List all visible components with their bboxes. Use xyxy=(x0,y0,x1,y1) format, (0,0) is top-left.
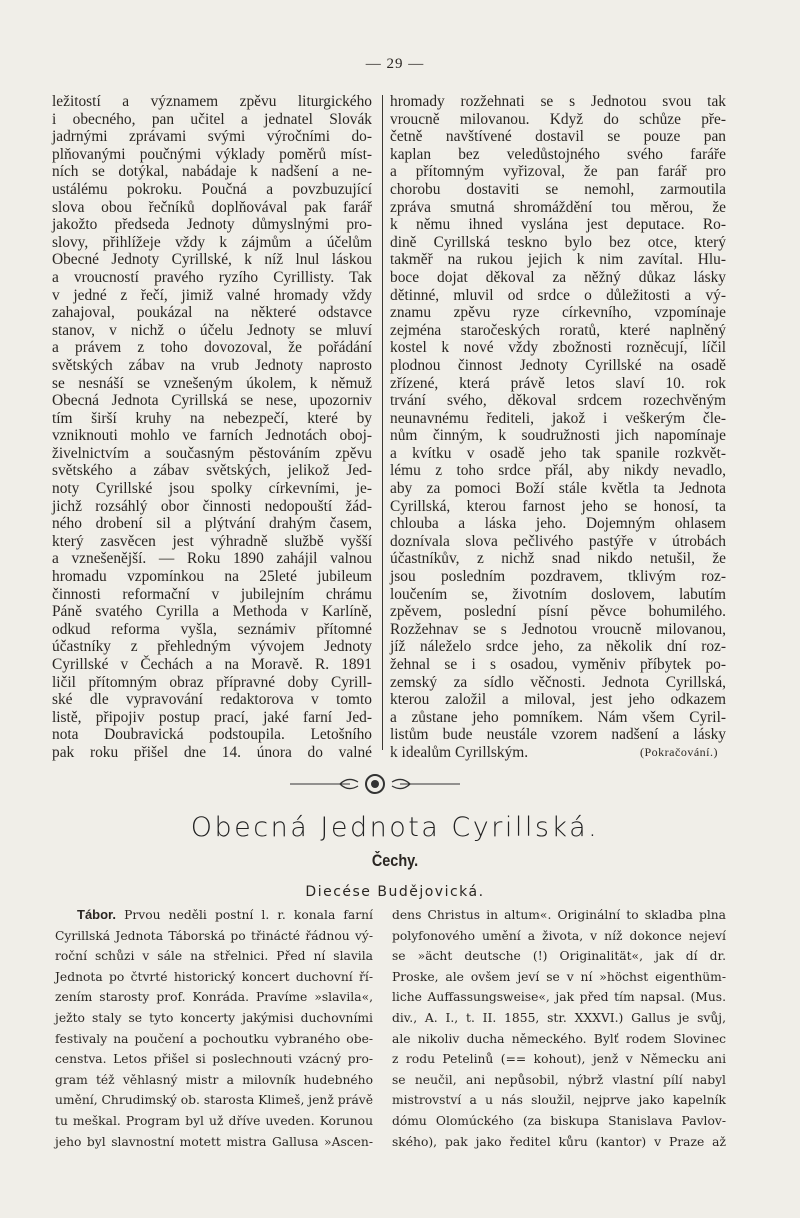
text-line: ského), pak jako ředitel kůru (kantor) v Praze až xyxy=(392,1134,726,1149)
article-column-left xyxy=(52,93,372,762)
text-line: takměř na rukou jejich k nim zavítal. Hlu- xyxy=(390,251,726,269)
text-line: dómu Olomúckého (za biskupa Stanislava Pavlov- xyxy=(392,1113,726,1128)
text-line: umění, Chrudimský ob. starosta Klimeš, jenž právě xyxy=(55,1093,374,1108)
text-line: jsou posledním pozdravem, tklivým roz- xyxy=(390,568,726,586)
text-line: Jednota po čtvrté historický koncert duchovní ří- xyxy=(55,969,373,984)
article-column-right xyxy=(390,93,726,762)
text-line: a právem z toho dovozoval, že pořádání xyxy=(52,339,372,357)
text-line: a přítomným vyřizoval, že pan farář pro xyxy=(390,163,726,181)
text-line: účastníky z přehledným vývojem Jednoty xyxy=(52,638,372,656)
text-line: k němu ihned vyslána jest deputace. Ro- xyxy=(390,216,726,234)
text-line: jíž náleželo srdce jeho, za několik dní roz- xyxy=(390,638,726,656)
text-line: jichž rozsáhlý obor činnosti nedopouští žád- xyxy=(52,497,372,515)
text-line: četně navštívené dostavil se pouze pan xyxy=(390,128,726,146)
text-line: dětinné, mluvil od srdce o důležitosti a vý- xyxy=(390,286,726,304)
text-line: v jedné z řečí, jimiž valné hromady vždy xyxy=(52,286,372,304)
text-line: ježto staly se tyto koncerty jakýmisi duchovními xyxy=(55,1010,373,1025)
text-line: činnosti reformační v jubilejním chrámu xyxy=(52,585,372,603)
text-line: odkud reforma vyšla, seznámiv přítomné xyxy=(52,620,372,638)
text-line: pak roku přišel dne 14. února do valné xyxy=(52,743,372,761)
text-line: dens Christus in altum«. Originální to skladba plna xyxy=(392,908,726,922)
text-line: Cyrillské v Čechách a na Moravě. R. 1891 xyxy=(52,656,372,673)
text-line: listě, připojiv postup prací, jaké farní Jed- xyxy=(52,708,372,726)
text-line: nota Doubravická podstoupila. Letošního xyxy=(52,726,372,744)
text-line: Páně svatého Cyrilla a Methoda v Karlíně, xyxy=(52,603,372,621)
text-line: ale nikoliv ducha německého. Bylť rodem Slovinec xyxy=(392,1031,726,1046)
text-line: Obecná Jednota Cyrillská se nese, upozorniv xyxy=(52,392,372,410)
text-line: z rodu Petelinů (== kohout), jenž v Německu ani xyxy=(392,1052,726,1067)
page-number: — 29 — xyxy=(365,56,425,72)
text-line: který zasvěcen jest výhradně službě vyšší xyxy=(52,532,372,550)
text-line: plodnou činnost Jednoty Cyrillské na osadě xyxy=(390,356,726,374)
text-line: účastníkův, z nichž snad nikdo netušil, že xyxy=(390,550,726,568)
text-line: aby za pomoci Boží stále květla ta Jednota xyxy=(390,480,726,498)
text-line: světských zábav na vrub Jednoty naprosto xyxy=(52,356,372,374)
text-line: se nesnáší se vznešeným úkolem, k němuž xyxy=(52,374,372,392)
text-line: slova obou řečníků doplňovával pak farář xyxy=(52,198,372,216)
text-line: nům činným, k soudružnosti jich napomínaje xyxy=(390,427,726,445)
text-line-end: k idealům Cyrillským. xyxy=(390,743,529,761)
text-line: festivaly na poučení a pochoutku vybraného obe- xyxy=(55,1031,373,1046)
report-column-left xyxy=(55,905,373,1152)
text-line: stanov, v nichž o účelu Jednoty se mluví xyxy=(52,321,372,339)
text-line: listům bude neustále vzorem nadšení a lásky xyxy=(390,726,726,744)
text-line: liche Auffassungsweise«, jak před tím napsal. (Mus. xyxy=(392,990,726,1005)
text-line: jakožto předseda Jednoty důmyslnými pro- xyxy=(52,216,372,234)
text-line: div., A. I., t. II. 1855, str. XXXVI.) Gallus je svůj, xyxy=(392,1010,726,1025)
text-line: hromady rozžehnati se s Jednotou svou tak xyxy=(390,93,726,110)
text-line: Prvou neděli postní l. r. konala farní xyxy=(124,908,373,922)
text-line: kaplan bez veledůstojného svého faráře xyxy=(390,145,726,163)
text-line: noty Cyrillské jsou spolky církevními, je- xyxy=(52,480,372,498)
text-line: doznívala slova pečlivého pastýře v útrobách xyxy=(390,532,726,550)
text-line: vzniknouti mohlo ve farních Jednotách oboj- xyxy=(52,427,372,445)
text-line: gram též věhlasný mistr a milovník hudebného xyxy=(55,1072,373,1087)
text-line: trvání svého, děkoval srdcem rozechvěným xyxy=(390,392,726,410)
text-line: zpěvem, poslední písní pěvce bohumilého. xyxy=(390,603,726,621)
text-line: lému z toho srdce přál, aby nikdy nevadlo, xyxy=(390,462,726,480)
text-line: Cyrillská Jednota Táborská po třinácté řádnou vý- xyxy=(55,928,373,943)
text-line: zejména staročeských roratů, které naplněný xyxy=(390,321,726,339)
text-line: vroucně milovanou. Když do schůze pře- xyxy=(390,110,726,128)
text-line: Proske, ale ovšem jeví se v ní »höchst eigenthüm- xyxy=(392,969,726,984)
text-line: ležitostí a významem zpěvu liturgického xyxy=(52,93,372,110)
text-line: a kvítku v osadě jeho tak spanile rozkvět- xyxy=(390,444,726,462)
text-line: loučením se, životním doslovem, labutím xyxy=(390,585,726,603)
text-line: zemský za sídlo věčnosti. Jednota Cyrillská, xyxy=(390,673,726,691)
text-line: a vznešenější. — Roku 1890 zahájil valnou xyxy=(52,550,372,568)
section-subtitle: Čechy. xyxy=(371,851,419,870)
text-line: ustálému pokroku. Poučná a povzbuzující xyxy=(52,180,372,198)
text-line: i obecného, pan učitel a jednatel Slovák xyxy=(52,110,372,128)
text-line: světského a zábav světských, jelikož Jed- xyxy=(52,462,372,480)
report-column-right xyxy=(392,905,726,1152)
text-line: a zůstane jeho pomníkem. Nám všem Cyril- xyxy=(390,708,726,726)
text-line: neunavnému řediteli, jakož i veškerým čle- xyxy=(390,409,726,427)
report-first-line xyxy=(55,905,373,926)
text-line: živelnictvím a současným pěstováním zpěvu xyxy=(52,444,372,462)
text-line: znamu zpěvu ryze církevního, vzpomínaje xyxy=(390,304,726,322)
text-line: slovy, přihlížeje vždy k zájmům a účelům xyxy=(52,233,372,251)
text-line: se »ächt deutsche (!) Originalität«, jak dí dr. xyxy=(392,949,726,964)
ornament-divider-icon xyxy=(290,772,460,796)
text-line: se neučil, ani nepůsobil, nýbrž vlastní pílí nabyl xyxy=(392,1072,726,1087)
text-line: dině Cyrillská teskno bylo bez otce, který xyxy=(390,233,726,251)
text-line: tu meškal. Program byl už dříve uveden. Korunou xyxy=(55,1113,373,1128)
text-line: a vroucností pravého ryzího Cyrillisty. Tak xyxy=(52,268,372,286)
text-line: chorobu dostaviti se nemohl, zarmoutila xyxy=(390,180,726,198)
text-line: polyfonového umění a života, v níž dokonce nejeví xyxy=(392,928,726,943)
text-line: mistrovství a u nás sloužil, nejprve jako kapelník xyxy=(392,1093,726,1108)
diocese-heading: Diecése Budějovická. xyxy=(305,884,485,900)
text-line: censtva. Letos přišel si poslechnouti vzácný pro- xyxy=(55,1052,373,1067)
text-line: Obecné Jednoty Cyrillské, k níž lnul láskou xyxy=(52,251,372,269)
text-line: ské dle vypravování redaktorova v tomto xyxy=(52,691,372,709)
text-line: kterou založil a miloval, jest jeho odkazem xyxy=(390,691,726,709)
text-line: jadrnými zprávami svými výročními do- xyxy=(52,128,372,146)
section-title: Obecná Jednota Cyrillská. xyxy=(190,812,600,843)
text-line: ličil přítomným obraz přípravné doby Cyrill- xyxy=(52,673,372,691)
text-line: žehnal se i s osadou, vyměniv příbytek po- xyxy=(390,656,726,673)
place-name: Tábor. xyxy=(77,907,117,922)
text-line: zahajoval, poukázal na některé odstavce xyxy=(52,304,372,322)
column-divider xyxy=(382,95,383,750)
text-line: ného drobení sil a plýtvání drahým časem, xyxy=(52,515,372,533)
text-line: chlouba a láska jeho. Dojemným ohlasem xyxy=(390,515,726,533)
text-line: zením starosty prof. Konráda. Pravíme »slavila«, xyxy=(55,990,373,1005)
text-line: hromadu vzpomínkou na 25leté jubileum xyxy=(52,568,372,586)
text-line: Cyrillská, kterou farnost jeho se honosí, ta xyxy=(390,497,726,515)
text-line xyxy=(390,744,726,762)
text-line: roční schůzi v sále na střelnici. Před ní slavila xyxy=(55,949,373,964)
text-line: kostel k nové vždy zbožnosti rozněcují, líčil xyxy=(390,339,726,357)
text-line: zpráva smutná shromáždění tou měrou, že xyxy=(390,198,726,216)
text-line: zřízené, která právě letos slaví 10. rok xyxy=(390,374,726,392)
text-line: tím širší kruhy na nebezpečí, které by xyxy=(52,409,372,427)
text-line: ních se dotýkal, nabádaje k nadšení a ne- xyxy=(52,163,372,181)
continuation-note: (Pokračování.) xyxy=(640,744,718,759)
text-line: plňovanými poučnými výklady poměrů míst- xyxy=(52,145,372,163)
text-line: Rozžehnav se s Jednotou vroucně milovanou, xyxy=(390,620,726,638)
text-line: jeho byl slavnostní motett mistra Gallusa »Ascen- xyxy=(55,1134,373,1149)
text-line: boce dojat děkoval za něžný důkaz lásky xyxy=(390,268,726,286)
